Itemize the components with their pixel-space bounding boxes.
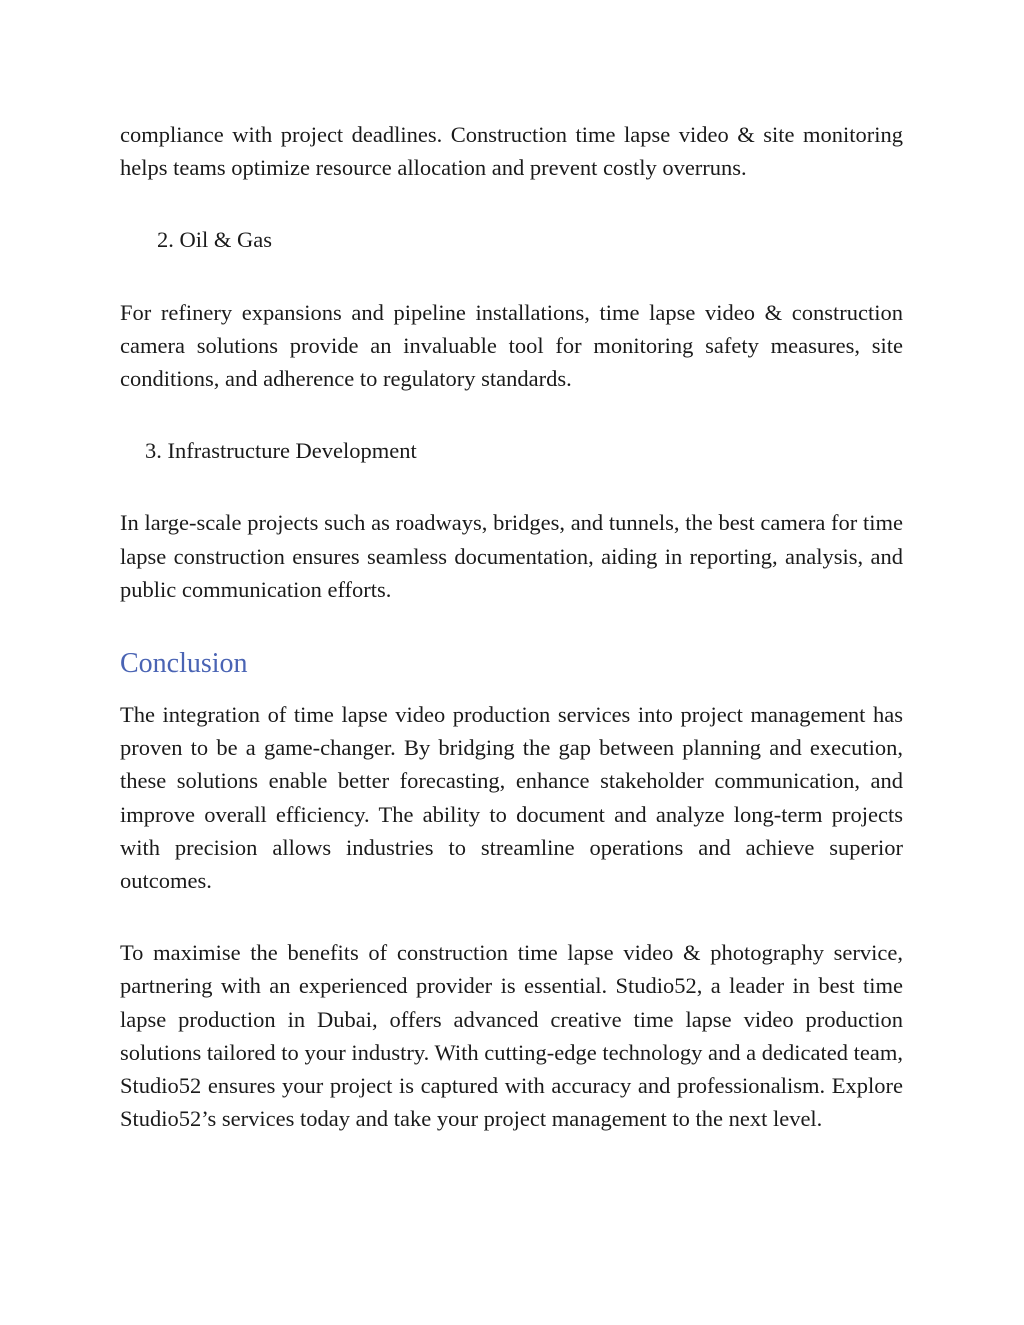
spacer <box>120 257 903 296</box>
paragraph-conclusion-1: The integration of time lapse video production services into project management has proven to be a game-changer. By bridging the gap between planning and execution, these solutions enable better forecasting, enhance stakeholder communication, and improve overall efficiency. The ability to document and analyze long-term projects with precision allows industries to streamline operations and achieve superior outcomes. <box>120 702 903 894</box>
spacer <box>120 184 903 223</box>
section-heading-conclusion: Conclusion <box>120 648 248 680</box>
spacer <box>120 467 903 506</box>
spacer <box>120 606 903 644</box>
paragraph-conclusion-2: To maximise the benefits of construction time lapse video & photography service, partnering with an experienced provider is essential. Studio52, a leader in best time lapse production in Dubai, offers advanced creative time lapse video production solutions tailored to your industry. With cutting-edge technology and a dedicated team, Studio52 ensures your project is captured with accuracy and professionalism. Explore Studio52’s services today and take your project management to the next level. <box>120 940 903 1132</box>
document-page <box>120 118 903 1135</box>
spacer <box>120 395 903 434</box>
paragraph-infrastructure: In large-scale projects such as roadways, bridges, and tunnels, the best camera for time lapse construction ensures seamless documentation, aiding in reporting, analysis, and public communication efforts. <box>120 510 903 602</box>
list-item-oil-gas: 2. Oil & Gas <box>157 227 272 253</box>
paragraph-oil-gas: For refinery expansions and pipeline installations, time lapse video & construction camera solutions provide an invaluable tool for monitoring safety measures, site conditions, and adherence to regulatory standards. <box>120 299 903 392</box>
paragraph-intro: compliance with project deadlines. Construction time lapse video & site monitoring helps teams optimize resource allocation and prevent costly overruns. <box>120 122 903 181</box>
spacer <box>120 897 903 936</box>
spacer <box>120 684 903 698</box>
list-item-infrastructure: 3. Infrastructure Development <box>145 438 417 464</box>
